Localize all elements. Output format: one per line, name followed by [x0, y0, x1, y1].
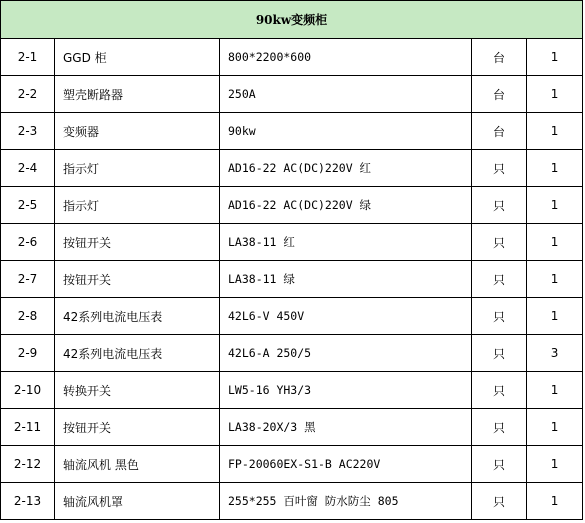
item-spec-cell: 800*2200*600	[220, 39, 472, 76]
item-unit-cell: 只	[472, 483, 527, 520]
item-quantity-cell: 3	[527, 335, 583, 372]
table-row	[1, 76, 583, 113]
item-name-cell: 42系列电流电压表	[55, 335, 220, 372]
table-row	[1, 113, 583, 150]
item-name-cell: 轴流风机 黑色	[55, 446, 220, 483]
table-row	[1, 335, 583, 372]
table-row	[1, 39, 583, 76]
table-row	[1, 298, 583, 335]
item-name-cell: 按钮开关	[55, 224, 220, 261]
table-row	[1, 224, 583, 261]
item-unit-cell: 只	[472, 150, 527, 187]
item-name-cell: 变频器	[55, 113, 220, 150]
item-quantity-cell: 1	[527, 298, 583, 335]
item-spec-cell: LA38-20X/3 黑	[220, 409, 472, 446]
item-quantity-cell: 1	[527, 39, 583, 76]
item-name-cell: 转换开关	[55, 372, 220, 409]
item-number-cell: 2-13	[1, 483, 55, 520]
item-unit-cell: 只	[472, 446, 527, 483]
item-spec-cell: AD16-22 AC(DC)220V 红	[220, 150, 472, 187]
item-name-cell: 指示灯	[55, 150, 220, 187]
item-number-cell: 2-6	[1, 224, 55, 261]
item-number-cell: 2-4	[1, 150, 55, 187]
table-row	[1, 483, 583, 520]
item-unit-cell: 台	[472, 39, 527, 76]
table-row	[1, 409, 583, 446]
item-spec-cell: AD16-22 AC(DC)220V 绿	[220, 187, 472, 224]
item-spec-cell: FP-20060EX-S1-B AC220V	[220, 446, 472, 483]
item-unit-cell: 台	[472, 76, 527, 113]
item-unit-cell: 台	[472, 113, 527, 150]
item-number-cell: 2-5	[1, 187, 55, 224]
item-spec-cell: 42L6-A 250/5	[220, 335, 472, 372]
item-number-cell: 2-8	[1, 298, 55, 335]
table-row	[1, 446, 583, 483]
item-spec-cell: LW5-16 YH3/3	[220, 372, 472, 409]
item-spec-cell: 42L6-V 450V	[220, 298, 472, 335]
item-quantity-cell: 1	[527, 446, 583, 483]
item-unit-cell: 只	[472, 224, 527, 261]
item-quantity-cell: 1	[527, 372, 583, 409]
item-name-cell: 按钮开关	[55, 409, 220, 446]
item-number-cell: 2-1	[1, 39, 55, 76]
item-unit-cell: 只	[472, 298, 527, 335]
item-spec-cell: LA38-11 红	[220, 224, 472, 261]
table-title: 90kw变频柜	[1, 1, 583, 39]
item-spec-cell: 255*255 百叶窗 防水防尘 805	[220, 483, 472, 520]
table-title-row	[1, 1, 583, 39]
item-quantity-cell: 1	[527, 76, 583, 113]
item-quantity-cell: 1	[527, 150, 583, 187]
item-unit-cell: 只	[472, 335, 527, 372]
table-row	[1, 261, 583, 298]
item-spec-cell: LA38-11 绿	[220, 261, 472, 298]
item-name-cell: GGD 柜	[55, 39, 220, 76]
item-name-cell: 塑壳断路器	[55, 76, 220, 113]
item-quantity-cell: 1	[527, 113, 583, 150]
item-name-cell: 42系列电流电压表	[55, 298, 220, 335]
item-number-cell: 2-7	[1, 261, 55, 298]
item-spec-cell: 250A	[220, 76, 472, 113]
item-number-cell: 2-12	[1, 446, 55, 483]
item-unit-cell: 只	[472, 187, 527, 224]
item-name-cell: 轴流风机罩	[55, 483, 220, 520]
item-number-cell: 2-3	[1, 113, 55, 150]
item-spec-cell: 90kw	[220, 113, 472, 150]
table-row	[1, 150, 583, 187]
item-quantity-cell: 1	[527, 224, 583, 261]
item-number-cell: 2-11	[1, 409, 55, 446]
item-unit-cell: 只	[472, 372, 527, 409]
item-unit-cell: 只	[472, 409, 527, 446]
item-number-cell: 2-10	[1, 372, 55, 409]
item-quantity-cell: 1	[527, 261, 583, 298]
item-quantity-cell: 1	[527, 187, 583, 224]
item-quantity-cell: 1	[527, 483, 583, 520]
table-row	[1, 372, 583, 409]
item-number-cell: 2-9	[1, 335, 55, 372]
item-name-cell: 指示灯	[55, 187, 220, 224]
item-unit-cell: 只	[472, 261, 527, 298]
item-quantity-cell: 1	[527, 409, 583, 446]
table-row	[1, 187, 583, 224]
item-name-cell: 按钮开关	[55, 261, 220, 298]
item-number-cell: 2-2	[1, 76, 55, 113]
